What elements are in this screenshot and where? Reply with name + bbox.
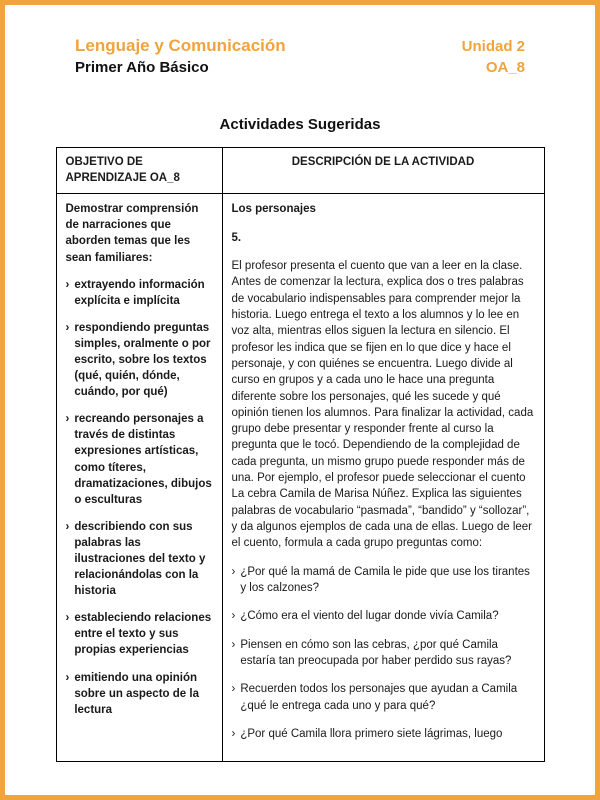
header-row-2 (75, 58, 525, 78)
activity-paragraph: El profesor presenta el cuento que van a leer en la clase. Antes de comenzar la lectura, explica dos o tres palabras de vocabulario indispensables para comprender mejor la historia. Luego entrega el texto a los alumnos y lo lee en voz alta, mientras ellos siguen la lectura en silencio. El profesor les indica que se fijen en lo que dice y hace el personaje, y con quiénes se encuentra. Luego divide al curso en grupos y a cada uno le hace una pregunta diferente sobre los personajes, qué les sucede y qué opinión tienen los alumnos. Para finalizar la actividad, cada grupo debe presentar y responder frente al curso la pregunta que le tocó. Dependiendo de la complejidad de cada pregunta, un mismo grupo puede responder más de una. Por ejemplo, el profesor puede seleccionar el cuento La cebra Camila de Marisa Núñez. Explica las siguientes palabras de vocabulario “pasmada”, “bandido” y “sollozar”, y da algunos ejemplos de cada una de ellas. Luego de leer el cuento, formula a cada grupo preguntas como: (231, 259, 534, 550)
objective-bullet (66, 277, 213, 309)
activity-question (232, 681, 535, 714)
bullet-marker: › (65, 612, 70, 625)
objective-bullet-text: estableciendo relaciones entre el texto y sus propias experiencias (74, 612, 212, 657)
activity-number: 5. (231, 231, 242, 244)
question-marker: › (231, 638, 236, 651)
unit-label: Unidad 2 (461, 38, 525, 55)
activity-question (232, 726, 535, 742)
question-text: ¿Por qué la mamá de Camila le pide que use los tirantes y los calzones? (240, 565, 530, 595)
grade-label: Primer Año Básico (75, 58, 209, 76)
table-body-row (56, 194, 544, 762)
objective-bullet (66, 320, 213, 400)
bullet-marker: › (65, 278, 70, 291)
question-text: ¿Cómo era el viento del lugar donde vivía Camila? (240, 610, 499, 623)
objective-bullet (66, 519, 213, 599)
bullet-marker: › (65, 321, 70, 334)
description-column-header: DESCRIPCIÓN DE LA ACTIVIDAD (222, 148, 544, 194)
objective-bullet (66, 411, 213, 508)
description-cell (222, 194, 544, 762)
objective-intro: Demostrar comprensión de narraciones que aborden temas que les sean familiares: (65, 203, 199, 264)
objective-bullet (66, 610, 213, 658)
oa-code-label: OA_8 (485, 58, 525, 76)
activities-table (56, 147, 545, 762)
objective-bullet-text: emitiendo una opinión sobre un aspecto de la lectura (74, 671, 199, 716)
question-marker: › (231, 565, 236, 578)
question-marker: › (231, 728, 236, 741)
activity-question (232, 637, 535, 670)
question-marker: › (231, 610, 236, 623)
table-header-row (56, 148, 544, 194)
header-row-1 (75, 35, 525, 58)
objective-bullet-text: extrayendo información explícita e implícita (74, 278, 205, 307)
objective-column-header: OBJETIVO DE APRENDIZAJE OA_8 (56, 148, 222, 194)
bullet-marker: › (65, 520, 70, 533)
objective-bullet-text: respondiendo preguntas simples, oralmente o por escrito, sobre los textos (qué, quién, dónde, cuándo, por qué) (74, 321, 211, 399)
activity-question (232, 564, 535, 597)
question-text: Piensen en cómo son las cebras, ¿por qué Camila estaría tan preocupada por haber perdido sus rayas? (240, 638, 512, 668)
question-text: Recuerden todos los personajes que ayudan a Camila ¿qué le entrega cada uno y para qué? (240, 683, 518, 712)
objective-cell (56, 194, 222, 762)
bullet-marker: › (65, 413, 70, 426)
objective-bullet-text: describiendo con sus palabras las ilustraciones del texto y relacionándolas con la historia (74, 520, 206, 598)
bullet-marker: › (65, 671, 70, 684)
question-marker: › (231, 683, 236, 696)
activity-subtitle: Los personajes (231, 203, 316, 216)
subject-title: Lenguaje y Comunicación (75, 36, 286, 55)
page-header (5, 5, 595, 78)
activity-question (232, 608, 535, 624)
objective-bullet-text: recreando personajes a través de distintas expresiones artísticas, como títeres, dramatizaciones, dibujos o esculturas (74, 413, 212, 506)
question-text: ¿Por qué Camila llora primero siete lágrimas, luego (240, 728, 503, 741)
page-title: Actividades Sugeridas (219, 116, 381, 134)
objective-bullet (66, 670, 213, 718)
